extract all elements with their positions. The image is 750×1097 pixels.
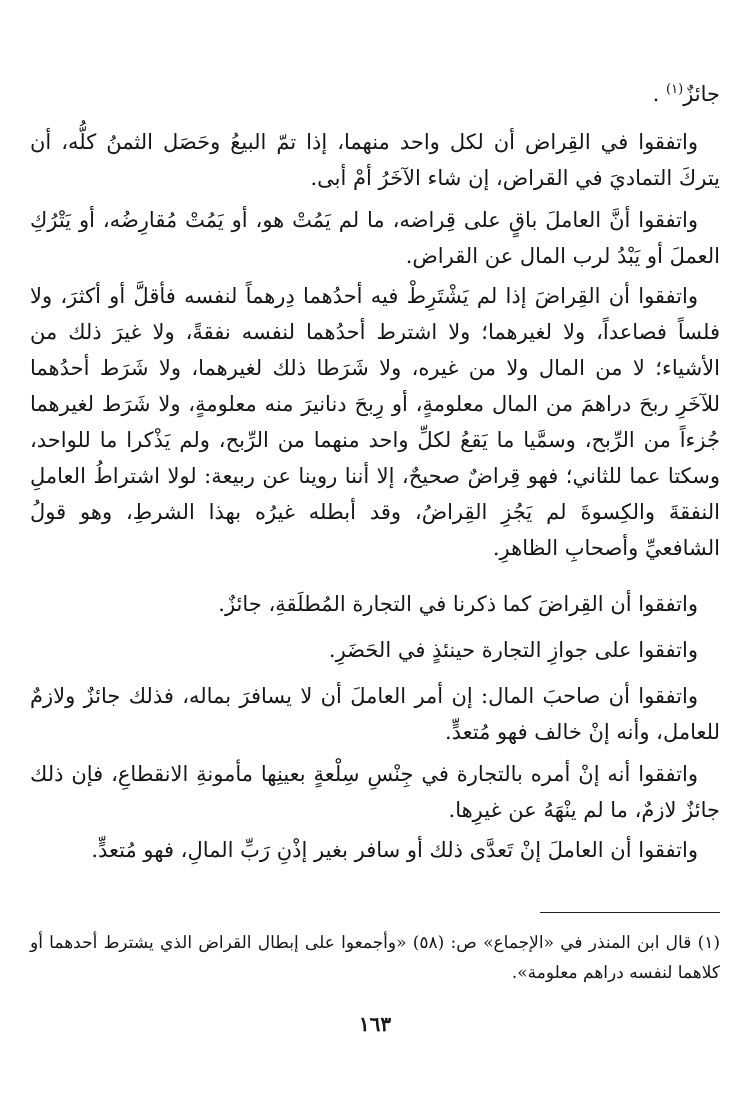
footnote: (١) قال ابن المنذر في «الإجماع» ص: (٥٨) «وأجمعوا على إبطال القراض الذي يشترط أحدهما أو كلاهما لنفسه دراهم معلومة». <box>30 933 720 983</box>
continued-line-end: . <box>652 82 660 106</box>
paragraph-4: واتفقوا أن القِراضَ كما ذكرنا في التجارة المُطلَقةِ، جائزٌ. <box>218 592 698 616</box>
continued-line <box>653 76 720 112</box>
paragraph-6: واتفقوا أن صاحبَ المال: إن أمر العاملَ أن لا يسافرَ بماله، فذلك جائزٌ ولازمٌ للعامل، وأنه إنْ خالف فهو مُتعدٍّ. <box>30 684 720 744</box>
paragraph-5: واتفقوا على جوازِ التجارة حينئذٍ في الحَضَرِ. <box>328 638 698 662</box>
footnote-reference: (١) <box>666 82 684 97</box>
page-number: ١٦٣ <box>358 1012 392 1036</box>
paragraph-1: واتفقوا في القِراض أن لكل واحد منهما، إذا تمّ البيعُ وحَصَل الثمنُ كلُّه، أن يتركَ التماديَ في القراض، إن شاء الآخَرُ أمْ أبى. <box>30 130 720 190</box>
footnote-divider <box>540 912 720 913</box>
paragraph-2: واتفقوا أنَّ العاملَ باقٍ على قِراضه، ما لم يَمُتْ هو، أو يَمُتْ مُقارِضُه، أو يَتْرُكِ العملَ أو يَبْدُ لرب المال عن القراض. <box>30 208 720 268</box>
paragraph-8: واتفقوا أن العاملَ إنْ تَعدَّى ذلك أو سافر بغير إذْنِ رَبِّ المالِ، فهو مُتعدٍّ. <box>91 838 698 862</box>
paragraph-3: واتفقوا أن القِراضَ إذا لم يَشْتَرِطْ فيه أحدُهما دِرهماً لنفسه فأقلَّ أو أكثرَ، ولا فلساً فصاعداً، ولا لغيرهما؛ ولا اشترط أحدُهما لنفسه نفقةً، ولا غيرَ ذلك من الأشياء؛ لا من المال ولا من غيره، ولا شَرَطا ذلك لغيرهما، ولا شَرَط أحدُهما للآخَرِ ربحَ دراهمَ من المال معلومةٍ، أو رِبحَ دنانيرَ منه معلومةٍ، ولا شَرَط لغيرهما جُزءاً من الرِّبح، وسمَّيا ما يَقعُ لكلِّ واحد منهما من الرِّبح، ولم يَذْكرا ما للواحد، وسكتا عما للثاني؛ فهو قِراضٌ صحيحٌ، إلا أننا روينا عن ربيعة: لولا اشتراطُ العاملِ النفقةَ والكِسوةَ لم يَجُزِ القِراضُ، وقد أبطله غيرُه بهذا الشرطِ، وهو قولُ الشافعيِّ وأصحابِ الظاهرِ. <box>30 284 720 560</box>
paragraph-7: واتفقوا أنه إنْ أمره بالتجارة في جِنْسِ سِلْعةٍ بعينِها مأمونةِ الانقطاعِ، فإن ذلك جائزٌ لازمٌ، ما لم ينْهَهُ عن غيرِها. <box>30 762 720 822</box>
continued-word: جائزٌ <box>683 82 720 106</box>
